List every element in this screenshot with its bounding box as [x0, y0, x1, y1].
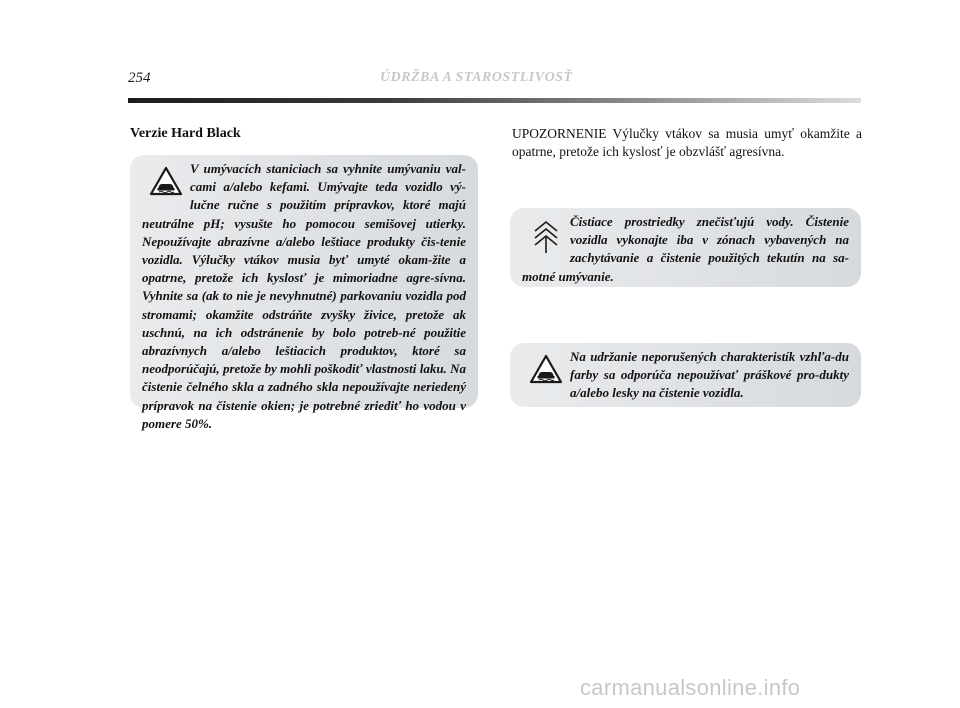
header-rule	[128, 98, 861, 103]
environment-note-text: Čistiace prostriedky znečisťujú vody. Čistenie vozidla vykonajte iba v zónach vybavených na zachytávanie a čistenie použitých tekutín na sa-motné umývanie.	[522, 214, 849, 284]
intro-paragraph: UPOZORNENIE Výlučky vtákov sa musia umyť okamžite a opatrne, pretože ich kyslosť je obzvlášť agresívna.	[512, 126, 862, 159]
environment-chevron-icon	[522, 213, 570, 263]
running-head: ÚDRŽBA A STAROSTLIVOSŤ	[380, 70, 573, 85]
warning-text-hard-black: V umývacích staniciach sa vyhnite umývaniu val-cami a/alebo kefami. Umývajte teda vozidlo vý-lučne ručne s použitím prípravkov, ktoré majú neutrálne pH; vysušte ho pomocou semišovej utierky. Nepoužívajte abrazívne a/alebo leštiace produkty čis-tenie vozidla. Výlučky vtákov musia byť umyté okam-žite a opatrne, pretože ich kyslosť je mimoriadne agre-sívna. Vyhnite sa (ak to nie je nevyhnutné) parkovaniu vozidla pod stromami; okamžite odstráňte zvyšky živice, pretože ak uschnú, na ich odstránenie by bolo potreb-né použitie abrazívnych a/alebo leštiacich produktov, ktoré sa neodporúčajú, pretože by mohli poškodiť vlastnosti laku. Na čistenie čelného skla a zadného skla nepoužívajte neriedený prípravok na čistenie okien; je potrebné zriediť ho vodou v pomere 50%.	[142, 161, 466, 431]
watermark: carmanualsonline.info	[580, 675, 801, 700]
page-number: 254	[128, 70, 151, 86]
paint-warning-box	[510, 343, 861, 407]
paint-warning-text: Na udržanie neporušených charakteristík vzhľa-du farby sa odporúča nepoužívať práškové pro-dukty a/alebo lesky na čistenie vozidla.	[570, 349, 849, 401]
warning-box-hard-black	[130, 155, 478, 431]
car-warning-triangle-icon	[142, 160, 190, 210]
environment-note-box	[510, 208, 861, 287]
section-title: Verzie Hard Black	[130, 126, 241, 141]
car-warning-triangle-icon	[522, 348, 570, 398]
